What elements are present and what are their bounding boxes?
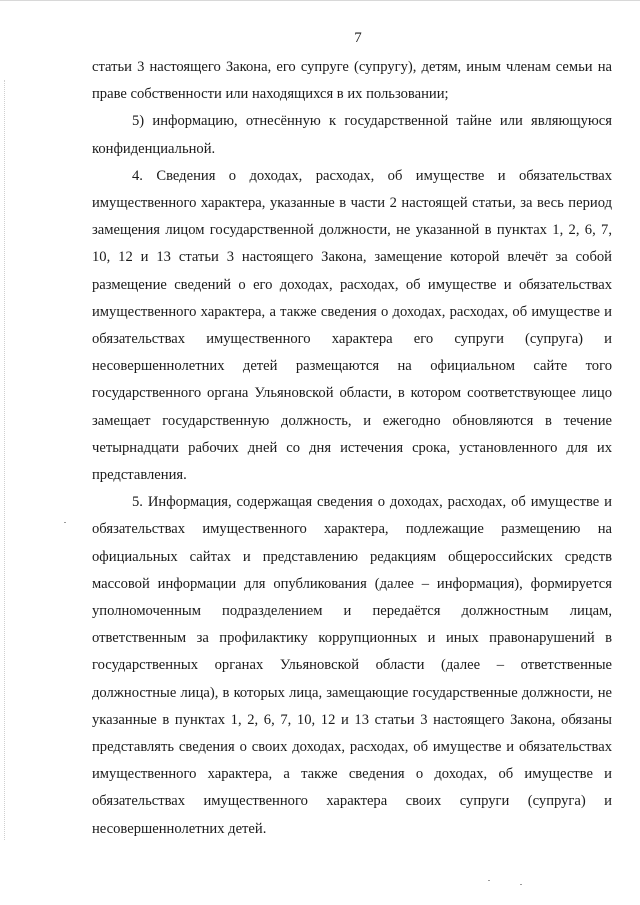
scan-left-edge [4, 80, 6, 840]
paragraph-continuation: статьи 3 настоящего Закона, его супруге (супругу), детям, иным членам семьи на праве собственности или находящихся в их пользовании; [92, 59, 612, 103]
paragraph-section-4: 4. Сведения о доходах, расходах, об имуществе и обязательствах имущественного характера, указанные в части 2 настоящей статьи, за весь период замещения лицом государственной должности, не указанной в пунктах 1, 2, 6, 7, 10, 12 и 13 статьи 3 настоящего Закона, замещение которой влечёт за собой размещение сведений о его доходах, расходах, об имуществе и обязательствах имущественного характера, а также сведения о доходах, расходах, об имуществе и обязательствах имущественного характера его супруги (супруга) и несовершеннолетних детей размещаются на официальном сайте того государственного органа Ульяновской области, в котором соответствующее лицо замещает государственную должность, и ежегодно обновляются в течение четырнадцати рабочих дней со дня истечения срока, установленного для их представления. [92, 167, 612, 484]
scan-top-edge [0, 0, 640, 1]
paragraph-section-5: 5. Информация, содержащая сведения о доходах, расходах, об имуществе и обязательствах имущественного характера, подлежащие размещению на официальных сайтах и представлению редакциям общероссийских средств массовой информации для опубликования (далее – информация), формируется уполномоченным подразделением и передаётся должностным лицам, ответственным за профилактику коррупционных и иных правонарушений в государственных органах Ульяновской области (далее – ответственные должностные лица), в которых лица, замещающие государственные должности, не указанные в пунктах 1, 2, 6, 7, 10, 12 и 13 статьи 3 настоящего Закона, обязаны представлять сведения о своих доходах, расходах, об имуществе и обязательствах имущественного характера, а также сведения о доходах, об имуществе и обязательствах имущественного характера своих супруги (супруга) и несовершеннолетних детей. [92, 494, 612, 837]
paragraph-item-5: 5) информацию, отнесённую к государственной тайне или являющуюся конфиденциальной. [92, 113, 612, 157]
page-number: 7 [354, 30, 362, 46]
document-body [92, 54, 612, 843]
scan-speck [488, 880, 490, 881]
scan-speck [520, 884, 522, 885]
scan-speck [64, 522, 66, 523]
